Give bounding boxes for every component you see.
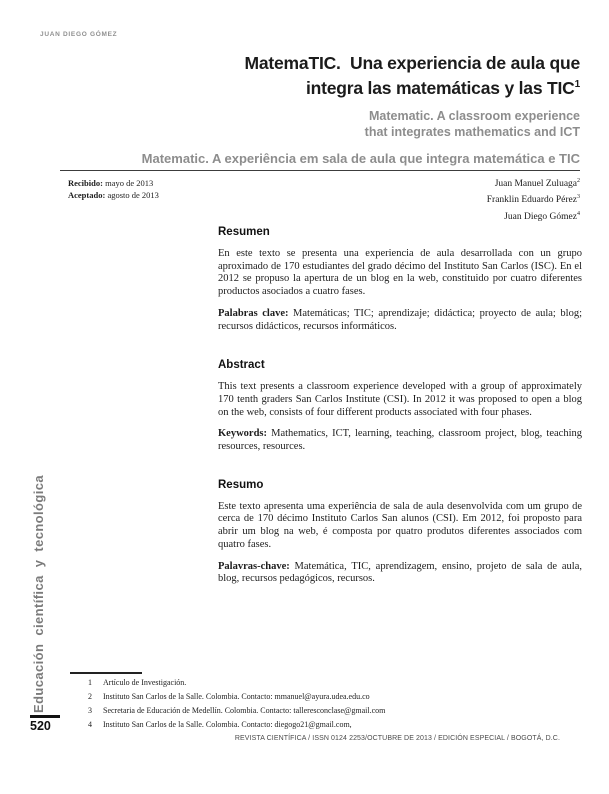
section-body: En este texto se presenta una experiencia de aula desarrollada con un grupo aproximado de 170 estudiantes del grado décimo del Instituto San Carlos (ISC). En el 2012 se propuso la apertura de un blog en la web, constituido por cuatro diferentes productos asociados a cuatro fases. xyxy=(218,248,582,298)
section-heading: Abstract xyxy=(218,359,265,372)
accepted-date: Aceptado: agosto de 2013 xyxy=(68,190,159,200)
section-resumo xyxy=(218,479,582,586)
footnote-number: 4 xyxy=(88,720,92,729)
footnote xyxy=(88,718,548,732)
subtitle-english-line1: Matematic. A classroom experience xyxy=(369,109,580,123)
authors-block xyxy=(487,175,580,224)
header-divider xyxy=(60,170,580,171)
journal-footer: REVISTA CIENTÍFICA / ISSN 0124 2253/OCTUBRE DE 2013 / EDICIÓN ESPECIAL / BOGOTÁ, D.C. xyxy=(234,735,560,742)
author-footnote-marker: 2 xyxy=(577,178,580,184)
author: Juan Manuel Zuluaga$^2$ xyxy=(494,178,580,190)
dates-block xyxy=(68,177,159,201)
section-abstract xyxy=(218,359,582,454)
section-body: This text presents a classroom experience developed with a group of approximately 170 tenth graders San Carlos Institute (CSI). In 2012 it was proposed to open a blog on the web, consists of four different products associated with four phases. xyxy=(218,381,582,418)
keywords-line: Keywords: Mathematics, ICT, learning, teaching, classroom project, blog, teaching resources, resources. xyxy=(218,428,582,453)
article-title xyxy=(244,52,580,99)
section-resumen xyxy=(218,226,582,333)
page-number: 520 xyxy=(30,719,51,733)
subtitle-portuguese: Matematic. A experiência em sala de aula que integra matemática e TIC xyxy=(141,151,580,166)
footnote-text: Instituto San Carlos de la Salle. Colombia. Contacto: mmanuel@ayura.udea.edu.co xyxy=(103,692,370,701)
article-title-line1: MatemaTIC. Una experiencia de aula que xyxy=(244,53,580,73)
footnote-number: 1 xyxy=(88,678,92,687)
footnote-text: Instituto San Carlos de la Salle. Colombia. Contacto: diegogo21@gmail.com, xyxy=(103,720,352,729)
footnote-number: 2 xyxy=(88,692,92,701)
footnote-number: 3 xyxy=(88,706,92,715)
author-footnote-marker: 4 xyxy=(577,210,580,217)
abstracts-column xyxy=(218,226,582,586)
footnote-text: Artículo de Investigación. xyxy=(103,678,187,687)
footnote-divider xyxy=(70,672,142,674)
received-date: Recibido: mayo de 2013 xyxy=(68,178,154,188)
author: Juan Diego Gómez$^4$ xyxy=(504,210,580,222)
author-footnote-marker: 3 xyxy=(577,194,580,201)
footnote xyxy=(88,704,548,718)
section-heading: Resumen xyxy=(218,226,270,238)
author: Franklin Eduardo Pérez$^3$ xyxy=(486,194,580,206)
section-body: Este texto apresenta uma experiência de sala de aula desenvolvida com um grupo de cerca de 170 décimo Instituto Carlos San alunos (CSI). Em 2012, foi proposto para abrir um blog na web, é composta por quatro produtos diferentes associados com quatro fases. xyxy=(218,500,582,550)
footnotes-block xyxy=(88,676,548,732)
section-heading: Resumo xyxy=(218,478,264,491)
journal-section-vertical-label: Educación científica y tecnológica xyxy=(31,475,46,713)
subtitle-english xyxy=(365,108,580,140)
page-number-rule xyxy=(30,715,60,718)
footnote xyxy=(88,690,548,704)
keywords-line: Palabras clave: Matemáticas; TIC; aprendizaje; didáctica; proyecto de aula; blog; recursos didácticos, recursos informáticos. xyxy=(218,307,583,332)
title-footnote-marker: 1 xyxy=(574,79,580,90)
footnote-text: Secretaria de Educación de Medellín. Colombia. Contacto: talleresconclase@gmail.com xyxy=(103,706,386,715)
running-header: JUAN DIEGO GÓMEZ xyxy=(40,31,118,38)
keywords-line: Palavras-chave: Matemática, TIC, aprendizagem, ensino, projeto de sala de aula, blog, recursos pedagógicos, recursos. xyxy=(218,560,582,585)
subtitle-english-line2: that integrates mathematics and ICT xyxy=(364,125,580,139)
article-title-line2: integra las matemáticas y las TIC$^1$ xyxy=(305,77,580,98)
footnote xyxy=(88,676,548,690)
